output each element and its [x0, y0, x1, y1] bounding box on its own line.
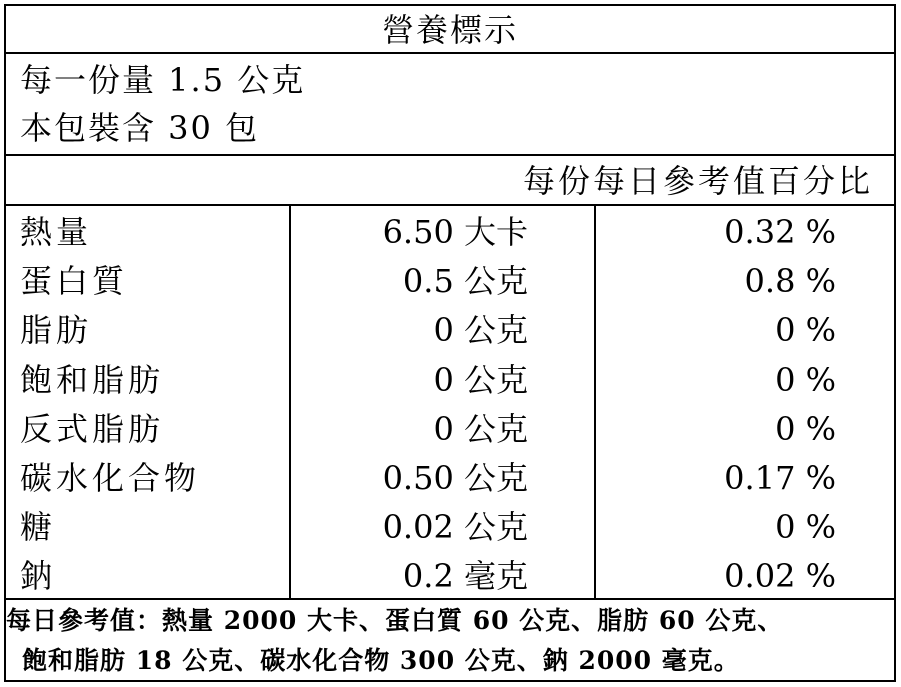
nutrient-amount: 0.02 公克	[382, 508, 528, 547]
divider	[4, 598, 896, 600]
nutrient-row	[4, 208, 896, 257]
nutrient-row	[4, 356, 896, 405]
percent-daily-value-header: 每份每日參考值百分比	[522, 162, 873, 200]
divider	[4, 204, 896, 206]
nutrient-name: 蛋白質	[20, 262, 129, 301]
footnote-line-1: 每日參考值：熱量 2000 大卡、蛋白質 60 公克、脂肪 60 公克、	[6, 606, 784, 635]
nutrient-amount: 0.50 公克	[382, 459, 528, 497]
nutrient-amount: 0 公克	[433, 311, 528, 350]
nutrient-row	[4, 405, 896, 454]
servings-per-package: 本包裝含 30 包	[20, 109, 260, 147]
nutrient-amount: 0 公克	[433, 360, 528, 399]
nutrient-amount: 6.50 大卡	[382, 213, 528, 251]
divider	[4, 52, 896, 54]
serving-size: 每一份量 1.5 公克	[20, 61, 306, 99]
nutrient-percent: 0 %	[775, 360, 836, 399]
nutrient-name: 反式脂肪	[20, 409, 165, 448]
nutrient-percent: 0 %	[775, 508, 836, 547]
nutrient-row	[4, 503, 896, 552]
nutrient-name: 糖	[20, 508, 57, 547]
label-title: 營養標示	[381, 11, 518, 49]
nutrient-percent: 0.17 %	[724, 459, 836, 497]
nutrient-row	[4, 257, 896, 306]
nutrient-row	[4, 552, 896, 601]
nutrient-name: 碳水化合物	[20, 459, 201, 497]
nutrient-percent: 0.32 %	[724, 213, 836, 251]
nutrient-percent: 0 %	[775, 311, 836, 350]
nutrient-name: 飽和脂肪	[20, 360, 165, 399]
nutrient-amount: 0.5 公克	[402, 262, 528, 301]
nutrient-percent: 0 %	[775, 409, 836, 448]
divider	[4, 154, 896, 156]
nutrient-row	[4, 454, 896, 503]
nutrient-name: 脂肪	[20, 311, 93, 350]
nutrient-name: 鈉	[20, 557, 57, 596]
nutrient-amount: 0 公克	[433, 409, 528, 448]
nutrient-amount: 0.2 毫克	[402, 557, 528, 596]
footnote-line-2: 飽和脂肪 18 公克、碳水化合物 300 公克、鈉 2000 毫克。	[22, 646, 740, 675]
nutrient-percent: 0.02 %	[724, 557, 836, 596]
nutrient-row	[4, 306, 896, 355]
nutrient-name: 熱量	[20, 213, 93, 251]
nutrient-percent: 0.8 %	[744, 262, 836, 301]
